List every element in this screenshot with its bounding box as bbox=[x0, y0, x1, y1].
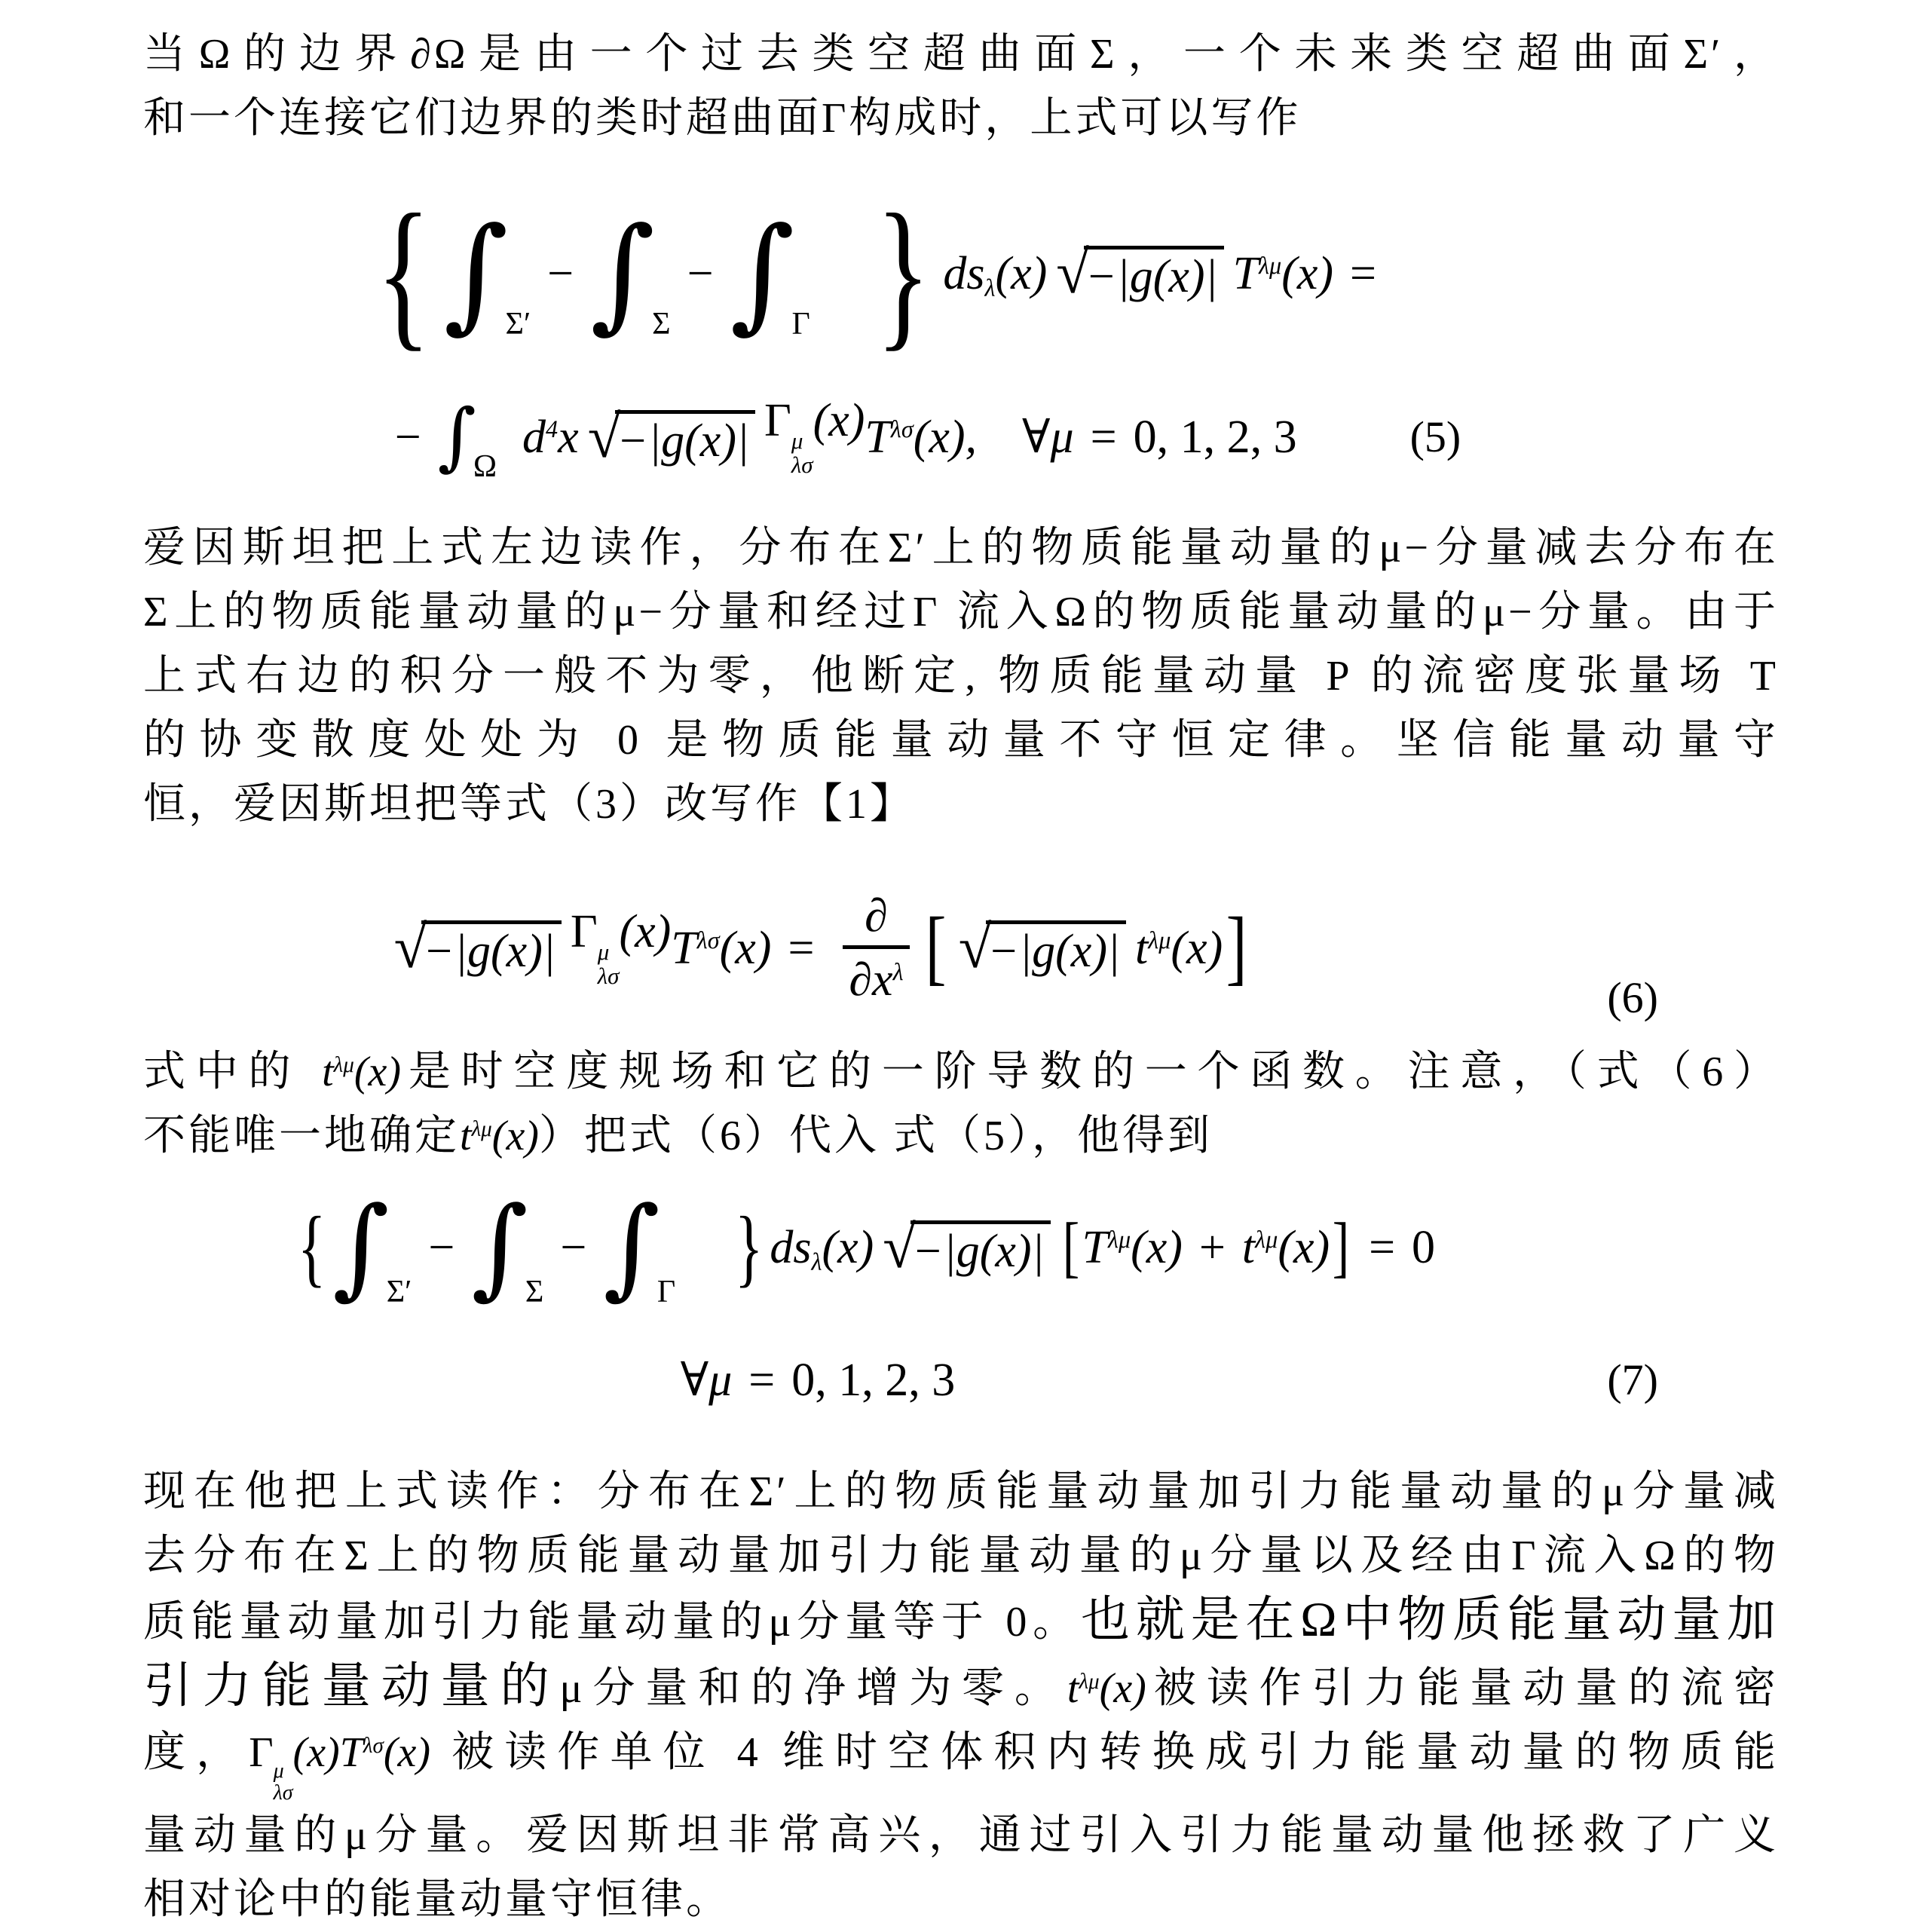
radicand bbox=[615, 410, 755, 467]
equals-sign: = bbox=[1350, 247, 1376, 299]
text-line bbox=[143, 516, 1779, 580]
argument-x: (x) bbox=[1131, 1222, 1183, 1273]
text-segment: 爱因斯坦把上式左边读作，分布在Σ′上的物质能量动量的μ−分量减去分布在 bbox=[143, 525, 1779, 571]
text-segment: 式中的 bbox=[143, 1049, 323, 1095]
text-segment: 的协变散度处处为 0 是物质能量动量不守恒定律。坚信能量动量守 bbox=[143, 717, 1779, 764]
mu-superscript: μ bbox=[791, 427, 803, 455]
integral-subscript: Σ bbox=[652, 306, 671, 341]
equation-7 bbox=[143, 1183, 1779, 1406]
ds-symbol: ds bbox=[770, 1222, 812, 1273]
text-segment: 去分布在Σ上的物质能量动量加引力能量动量的μ分量以及经由Γ流入Ω的物 bbox=[143, 1532, 1779, 1579]
argument-x: (x) bbox=[1171, 922, 1223, 974]
paragraph-4 bbox=[143, 1460, 1779, 1932]
equation-7-line-2 bbox=[143, 1357, 1779, 1404]
text-segment: Σ上的物质能量动量的μ−分量和经过Γ 流入Ω的物质能量动量的μ−分量。由于 bbox=[143, 589, 1779, 635]
partial-x: ∂x bbox=[849, 954, 893, 1006]
integral-subscript: Σ bbox=[525, 1274, 544, 1309]
inline-math-term: $t^{\lambda\mu}(x)$ bbox=[322, 1049, 402, 1095]
text-segment: 和一个连接它们边界的类时超曲面Γ构成时，上式可以写作 bbox=[143, 95, 1302, 142]
x-symbol: x bbox=[558, 412, 579, 463]
T-symbol: T bbox=[671, 922, 697, 974]
right-bracket: ] bbox=[1226, 901, 1247, 994]
right-brace: } bbox=[875, 179, 931, 366]
t-term bbox=[1135, 922, 1223, 974]
minus-operator: − bbox=[547, 247, 574, 299]
text-line bbox=[143, 1588, 1779, 1655]
integral-icon: ∫ bbox=[332, 1183, 390, 1312]
Gamma-symbol: Γ bbox=[764, 395, 791, 447]
integral-icon: ∫ bbox=[730, 201, 795, 346]
lambda-sigma-subscript: λσ bbox=[597, 962, 620, 989]
inline-math-term: Γ μ λσ (x) bbox=[249, 1729, 340, 1805]
index-values: 0, 1, 2, 3 bbox=[791, 1355, 956, 1406]
left-bracket: [ bbox=[1062, 1209, 1079, 1284]
text-segment: 恒，爱因斯坦把等式（3）改写作【1】 bbox=[143, 781, 915, 828]
text-line bbox=[143, 580, 1779, 645]
minus-operator: − bbox=[687, 247, 714, 299]
text-line bbox=[143, 1804, 1779, 1868]
radicand bbox=[421, 920, 562, 975]
integral-icon: ∫ bbox=[590, 201, 656, 346]
text-line bbox=[143, 1721, 1779, 1804]
partial-numerator: ∂ bbox=[865, 890, 888, 942]
equation-number-5: (5) bbox=[1409, 412, 1461, 461]
inline-math-term: $t^{\lambda\mu}(x)$ bbox=[1067, 1665, 1146, 1712]
T-superscript: λμ bbox=[1107, 1226, 1131, 1254]
T-symbol: T bbox=[1232, 247, 1259, 299]
integral-icon: ∫ bbox=[437, 393, 476, 480]
text-line bbox=[143, 1655, 1779, 1721]
inline-math-term: $t^{\lambda\mu}(x)$ bbox=[460, 1113, 539, 1159]
paragraph-1 bbox=[143, 23, 1779, 151]
sqrt-term bbox=[1056, 240, 1223, 306]
text-segment: 也就是在Ω中物质能量动量加 bbox=[1081, 1593, 1779, 1647]
forall-symbol: ∀ bbox=[1022, 412, 1051, 463]
four-superscript: 4 bbox=[546, 415, 559, 443]
equals-sign: = bbox=[1369, 1222, 1396, 1273]
radicand bbox=[1084, 246, 1224, 300]
partial-denominator bbox=[843, 945, 909, 1006]
d4x-term bbox=[522, 414, 579, 461]
text-segment: 量动量的μ分量。爱因斯坦非常高兴，通过引入引力能量动量他拯救了广义 bbox=[143, 1812, 1779, 1860]
right-bracket: ] bbox=[1332, 1209, 1350, 1284]
argument-x: (x) bbox=[995, 247, 1048, 299]
mu-superscript: μ bbox=[597, 938, 610, 965]
text-segment: 相对论中的能量动量守恒律。 bbox=[143, 1876, 731, 1924]
ds-term bbox=[943, 247, 1048, 302]
T-term bbox=[671, 922, 772, 974]
radicand-text: −|g(x)| bbox=[617, 415, 750, 467]
argument-x: (x) bbox=[813, 395, 865, 447]
integral-sigma bbox=[471, 1183, 544, 1312]
text-line bbox=[143, 87, 1779, 151]
T-superscript: λσ bbox=[890, 415, 914, 443]
argument-x: (x) bbox=[822, 1222, 874, 1273]
integral-subscript: Σ′ bbox=[505, 306, 531, 341]
lambda-subscript: λ bbox=[984, 274, 996, 302]
left-brace: { bbox=[376, 179, 431, 366]
lambda-superscript: λ bbox=[892, 958, 904, 986]
radical-icon: √ bbox=[1056, 240, 1089, 306]
right-brace: } bbox=[734, 1199, 764, 1296]
t-superscript: λμ bbox=[1148, 926, 1171, 954]
gamma-term bbox=[764, 395, 865, 479]
text-segment: ）把式（6）代入 式（5），他得到 bbox=[538, 1113, 1213, 1159]
lambda-sigma-subscript: λσ bbox=[791, 452, 813, 479]
radicand-text: −|g(x)| bbox=[423, 926, 555, 977]
index-values: 0, 1, 2, 3 bbox=[1133, 412, 1297, 463]
radicand bbox=[986, 920, 1126, 975]
sqrt-term bbox=[958, 914, 1126, 981]
text-line bbox=[143, 1460, 1779, 1524]
equals-sign: = bbox=[788, 922, 815, 974]
argument-x: (x) bbox=[1281, 247, 1334, 299]
t-symbol: t bbox=[1241, 1222, 1256, 1273]
text-line bbox=[143, 1040, 1779, 1104]
text-segment: 被读作引力能量动量的流密 bbox=[1146, 1665, 1780, 1712]
integral-sigma-prime bbox=[332, 1183, 412, 1312]
zero-value: 0 bbox=[1412, 1222, 1436, 1273]
text-segment: 不能唯一地确定 bbox=[143, 1113, 460, 1159]
lambda-subscript: λ bbox=[811, 1248, 822, 1275]
integral-omega bbox=[437, 393, 497, 484]
integral-gamma bbox=[730, 201, 810, 346]
text-segment: 是时空度规场和它的一阶导数的一个函数。注意，（式（6） bbox=[401, 1049, 1780, 1095]
d-symbol: d bbox=[522, 412, 546, 463]
radicand-text: −|g(x)| bbox=[987, 926, 1121, 977]
equation-number-6: (6) bbox=[1607, 973, 1658, 1022]
plus-operator: + bbox=[1198, 1222, 1226, 1273]
integral-icon: ∫ bbox=[603, 1183, 660, 1312]
text-line bbox=[143, 1104, 1779, 1168]
forall-symbol: ∀ bbox=[680, 1355, 709, 1406]
sqrt-term bbox=[883, 1214, 1050, 1281]
minus-operator: − bbox=[560, 1222, 587, 1273]
text-line bbox=[143, 645, 1779, 709]
t-term bbox=[1242, 1224, 1330, 1271]
integral-subscript: Σ′ bbox=[386, 1274, 412, 1309]
text-line bbox=[143, 23, 1779, 87]
integral-subscript: Γ bbox=[791, 306, 810, 341]
radical-icon: √ bbox=[883, 1214, 916, 1281]
gamma-scripts bbox=[791, 427, 813, 479]
text-line bbox=[143, 1524, 1779, 1588]
integral-subscript: Ω bbox=[473, 449, 497, 484]
equation-5-line-2 bbox=[143, 388, 1779, 486]
text-segment: 被读作单位 4 维时空体积内转换成引力能量动量的物质能 bbox=[430, 1729, 1780, 1776]
T-superscript: λσ bbox=[696, 926, 720, 954]
text-segment: 现在他把上式读作：分布在Σ′上的物质能量动量加引力能量动量的μ分量减 bbox=[143, 1468, 1779, 1515]
text-line bbox=[143, 773, 1779, 837]
left-brace: { bbox=[297, 1199, 326, 1296]
argument-x: (x) bbox=[619, 905, 672, 957]
T-symbol: T bbox=[1082, 1222, 1108, 1273]
integral-subscript: Γ bbox=[656, 1274, 676, 1309]
forall-term bbox=[681, 1357, 733, 1404]
radicand-text: −|g(x)| bbox=[911, 1225, 1045, 1277]
forall-term bbox=[1022, 414, 1074, 461]
left-bracket: [ bbox=[925, 901, 947, 994]
argument-x: (x) bbox=[719, 922, 772, 974]
text-segment: 引力能量动量的 bbox=[143, 1659, 560, 1713]
t-symbol: t bbox=[1135, 922, 1149, 974]
T-term bbox=[1232, 247, 1334, 299]
equals-sign: = bbox=[1090, 412, 1117, 463]
equation-6-line bbox=[143, 882, 1779, 1014]
T-term bbox=[865, 414, 977, 461]
ds-term bbox=[770, 1222, 874, 1275]
text-line bbox=[143, 1868, 1779, 1932]
T-term bbox=[1082, 1224, 1183, 1271]
radical-icon: √ bbox=[393, 914, 427, 981]
sqrt-term bbox=[393, 914, 562, 981]
sqrt-term bbox=[587, 403, 755, 470]
radical-icon: √ bbox=[587, 403, 621, 470]
radicand-text: −|g(x)| bbox=[1085, 251, 1218, 302]
integral-sigma-prime bbox=[443, 201, 531, 346]
argument-x-comma: (x), bbox=[913, 412, 978, 463]
inline-math-term: $T^{\lambda\sigma}(x)$ bbox=[339, 1729, 430, 1776]
text-segment: 质能量动量加引力能量动量的μ分量等于 0。 bbox=[143, 1599, 1081, 1646]
gamma-scripts bbox=[598, 940, 620, 987]
radical-icon: √ bbox=[958, 914, 992, 981]
minus-operator: − bbox=[394, 412, 421, 463]
minus-operator: − bbox=[428, 1222, 455, 1273]
text-segment: 上式右边的积分一般不为零，他断定, 物质能量动量 P 的流密度张量场 T bbox=[143, 653, 1779, 700]
integral-icon: ∫ bbox=[443, 201, 509, 346]
integral-sigma bbox=[590, 201, 671, 346]
mu-symbol: μ bbox=[709, 1355, 733, 1406]
ds-symbol: ds bbox=[943, 247, 985, 299]
equation-6 bbox=[143, 882, 1779, 1022]
radicand bbox=[911, 1220, 1051, 1275]
equation-7-line-1 bbox=[143, 1183, 1779, 1312]
gamma-term bbox=[570, 905, 672, 989]
equation-number-7: (7) bbox=[1607, 1355, 1658, 1404]
equals-sign: = bbox=[748, 1355, 776, 1406]
text-segment: μ分量和的净增为零。 bbox=[559, 1665, 1067, 1712]
paragraph-3 bbox=[143, 1040, 1779, 1168]
equation-5-line-1 bbox=[143, 179, 1779, 366]
T-symbol: T bbox=[865, 412, 891, 463]
equation-5 bbox=[143, 179, 1779, 486]
integral-gamma bbox=[603, 1183, 676, 1312]
partial-derivative-fraction bbox=[843, 890, 909, 1006]
Gamma-symbol: Γ bbox=[570, 905, 598, 957]
text-segment: 当Ω的边界∂Ω是由一个过去类空超曲面Σ，一个未来类空超曲面Σ′， bbox=[143, 31, 1779, 78]
T-superscript: λμ bbox=[1259, 251, 1282, 279]
text-segment: 度， bbox=[143, 1729, 249, 1776]
integral-icon: ∫ bbox=[471, 1183, 528, 1312]
mu-symbol: μ bbox=[1050, 412, 1074, 463]
argument-x: (x) bbox=[1278, 1222, 1330, 1273]
t-superscript: λμ bbox=[1255, 1226, 1278, 1254]
text-line bbox=[143, 709, 1779, 773]
paragraph-2 bbox=[143, 516, 1779, 837]
